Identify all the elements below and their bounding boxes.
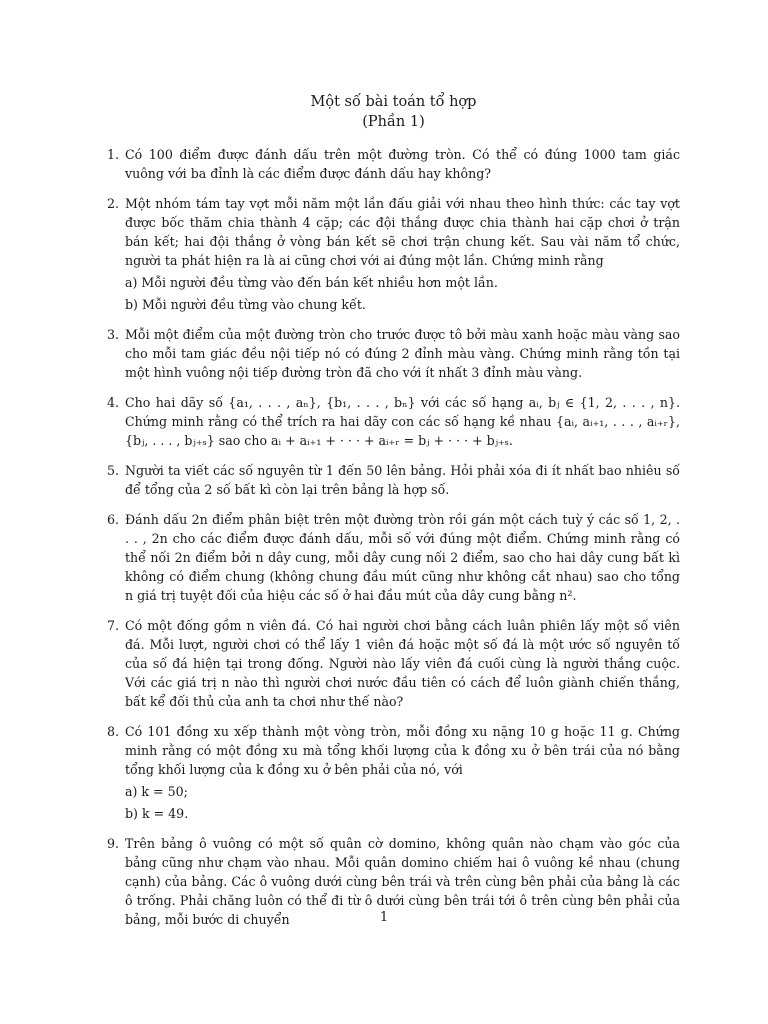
problem-number: 1. (107, 147, 120, 162)
problem-text: Một nhóm tám tay vợt mỗi năm một lần đấu giải với nhau theo hình thức: các tay vợt được bốc thăm chia thành 4 cặp; các đội thắng được chia thành hai cặp chơi ở trận bán kết; hai đội thắng ở vòng bán kết sẽ chơi trận chung kết. Sau vài năm tổ chức, người ta phát hiện ra là ai cũng chơi với ai đúng một lần. Chứng minh rằng (125, 196, 680, 268)
problem-text: Đánh dấu 2n điểm phân biệt trên một đường tròn rồi gán một cách tuỳ ý các số 1, 2, . . . , 2n cho các điểm được đánh dấu, mỗi số với đúng một điểm. Chứng minh rằng có thể nối 2n điểm bởi n dây cung, mỗi dây cung nối 2 điểm, sao cho hai dây cung bất kì không có điểm chung (không chung đầu mút cũng như không cắt nhau) sao cho tổng n giá trị tuyệt đối của hiệu các số ở hai đầu mút của dây cung bằng n². (125, 512, 680, 603)
subpart-a: a) Mỗi người đều từng vào đến bán kết nhiều hơn một lần. (125, 275, 498, 290)
problem-7 (107, 616, 680, 711)
problem-3 (107, 325, 680, 382)
problem-number: 8. (107, 724, 120, 739)
problem-number: 3. (107, 327, 120, 342)
problem-2 (107, 194, 680, 314)
problem-number: 2. (107, 196, 120, 211)
problem-list (107, 145, 680, 929)
problem-text: Có 100 điểm được đánh dấu trên một đường tròn. Có thể có đúng 1000 tam giác vuông với ba đỉnh là các điểm được đánh dấu hay không? (125, 147, 680, 181)
problem-subparts (125, 782, 680, 823)
problem-text: Cho hai dãy số {a₁, . . . , aₙ}, {b₁, . . . , bₙ} với các số hạng aᵢ, bⱼ ∈ {1, 2, . . . , n}. Chứng minh rằng có thể trích ra hai dãy con các số hạng kề nhau {aᵢ, aᵢ₊₁, . . . , aᵢ₊ᵣ}, {bⱼ, . . . , bⱼ₊ₛ} sao cho aᵢ + aᵢ₊₁ + · · · + aᵢ₊ᵣ = bⱼ + · · · + bⱼ₊ₛ. (125, 395, 680, 448)
problem-number: 6. (107, 512, 120, 527)
problem-text: Mỗi một điểm của một đường tròn cho trước được tô bởi màu xanh hoặc màu vàng sao cho mỗi tam giác đều nội tiếp nó có đúng 2 đỉnh màu vàng. Chứng minh rằng tồn tại một hình vuông nội tiếp đường tròn đã cho với ít nhất 3 đỉnh màu vàng. (125, 327, 680, 380)
problem-text: Trên bảng ô vuông có một số quân cờ domino, không quân nào chạm vào góc của bảng cũng như chạm vào nhau. Mỗi quân domino chiếm hai ô vuông kề nhau (chung cạnh) của bảng. Các ô vuông dưới cùng bên trái và trên cùng bên phải của bảng là các ô trống. Phải chăng luôn có thể đi từ ô dưới cùng bên trái tới ô trên cùng bên phải của bảng, mỗi bước di chuyển (125, 836, 680, 927)
document-title (107, 92, 680, 132)
problem-5 (107, 461, 680, 499)
subpart-b: b) k = 49. (125, 806, 189, 821)
problem-number: 9. (107, 836, 120, 851)
problem-4 (107, 393, 680, 450)
title-line-1: Một số bài toán tổ hợp (310, 94, 477, 110)
problem-number: 5. (107, 463, 120, 478)
problem-6 (107, 510, 680, 605)
problem-text: Người ta viết các số nguyên từ 1 đến 50 lên bảng. Hỏi phải xóa đi ít nhất bao nhiêu số để tổng của 2 số bất kì còn lại trên bảng là hợp số. (125, 463, 680, 497)
problem-text: Có 101 đồng xu xếp thành một vòng tròn, mỗi đồng xu nặng 10 g hoặc 11 g. Chứng minh rằng có một đồng xu mà tổng khối lượng của k đồng xu ở bên trái của nó bằng tổng khối lượng của k đồng xu ở bên phải của nó, với (125, 724, 680, 777)
problem-number: 4. (107, 395, 120, 410)
problem-1 (107, 145, 680, 183)
subpart-b: b) Mỗi người đều từng vào chung kết. (125, 297, 366, 312)
problem-subparts (125, 273, 680, 314)
title-line-2: (Phần 1) (362, 114, 425, 130)
problem-text: Có một đống gồm n viên đá. Có hai người chơi bằng cách luân phiên lấy một số viên đá. Mỗi lượt, người chơi có thể lấy 1 viên đá hoặc một số đá là một ước số nguyên tố của số đá hiện tại trong đống. Người nào lấy viên đá cuối cùng là người thắng cuộc. Với các giá trị n nào thì người chơi nước đầu tiên có cách để luôn giành chiến thắng, bất kể đối thủ của anh ta chơi như thế nào? (125, 618, 680, 709)
subpart-a: a) k = 50; (125, 784, 188, 799)
problem-number: 7. (107, 618, 120, 633)
page-number: 1 (379, 910, 389, 925)
problem-8 (107, 722, 680, 823)
